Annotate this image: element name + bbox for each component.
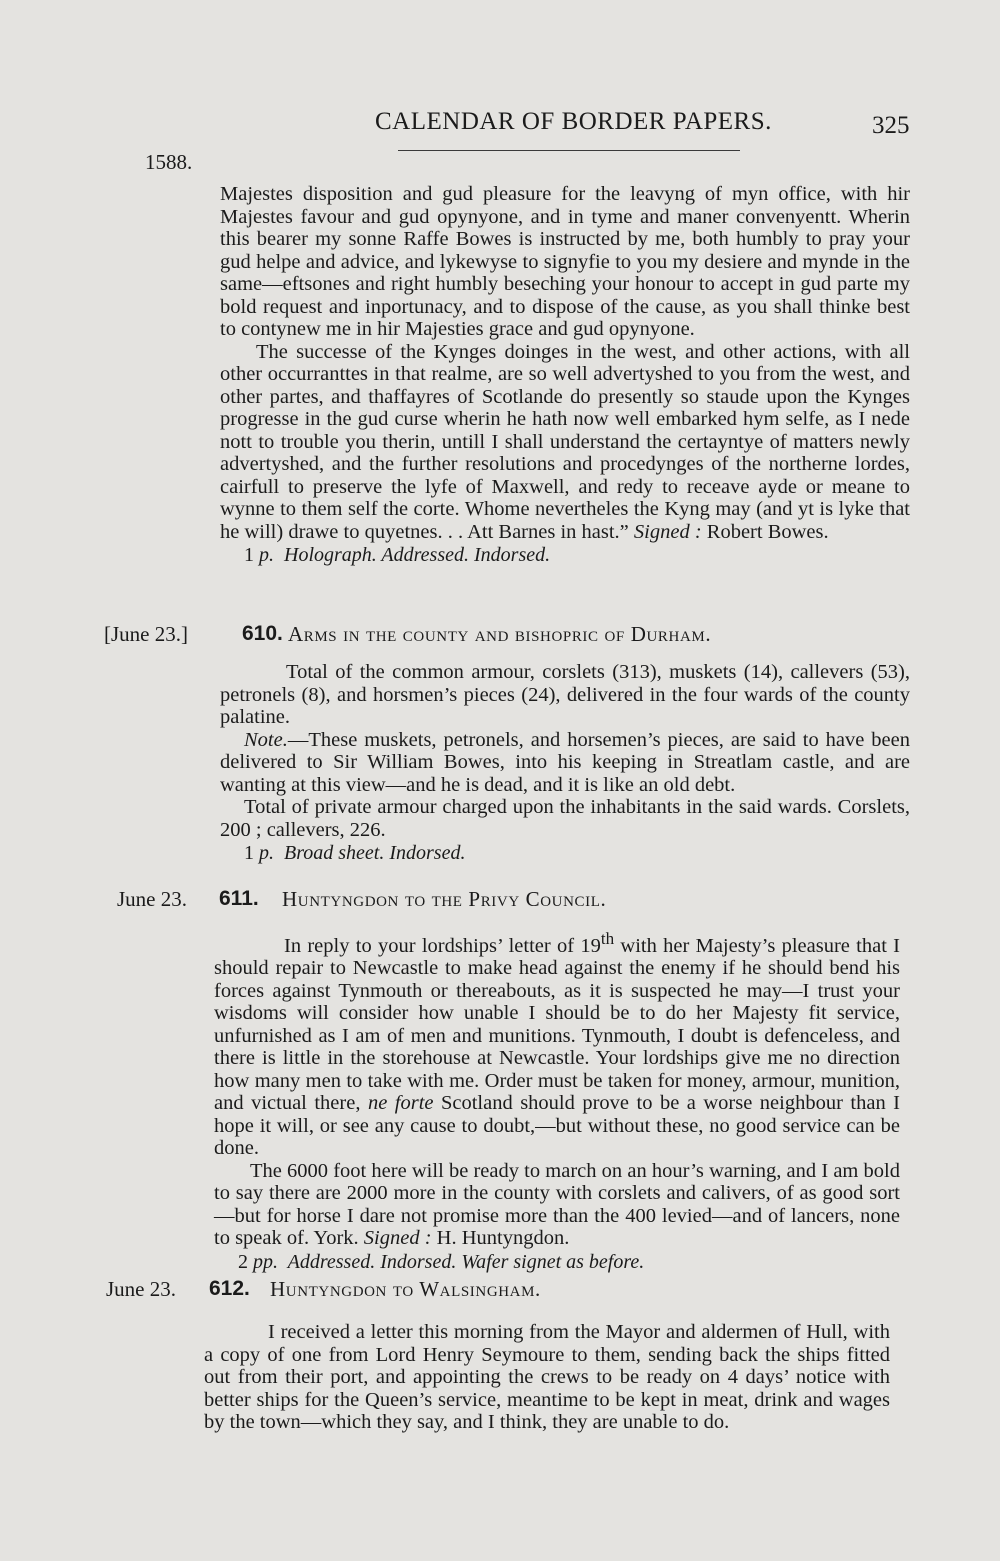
page-header xyxy=(0,108,1000,148)
page-count: 1 xyxy=(244,842,254,864)
paragraph xyxy=(220,729,910,797)
entry-title: Huntyngdon to Walsingham. xyxy=(270,1277,541,1301)
page-unit: pp. xyxy=(253,1250,278,1273)
note-text: —These muskets, petronels, and horsemen’s pieces, are said to have been delivered to Sir William Bowes, into his keeping in Streatlam castle, and are wanting at this view—and he is dead, and it is like an old debt. xyxy=(220,728,910,796)
paragraph: Total of the common armour, corslets (313), muskets (14), callevers (53), petronels (8), and horsmen’s pieces (24), delivered in the four wards of the county palatine. xyxy=(220,661,910,728)
ordinal-suffix: th xyxy=(600,929,615,948)
entry-title: Arms in the county and bishopric of Durham. xyxy=(288,622,712,646)
entry-heading xyxy=(0,887,1000,917)
description-text: Holograph. Addressed. Indorsed. xyxy=(284,544,551,566)
entry-date: [June 23.] xyxy=(104,622,188,646)
paragraph: Majestes disposition and gud pleasure for the leavyng of myn office, with hir Majestes favour and gud opynyone, and in tyme and maner convenyentt. Wherin this bearer my sonne Raffe Bowes is instructed by me, both humbly to pray your gud helpe and advice, and lykewyse to signyfie to you my desiere and mynde in the same—eftsones and right humbly beseching your honour to accept in gud parte my bold request and inportunacy, and to dispose of the cause, as you shall thinke best to contynew me in hir Majesties grace and gud opynyone. xyxy=(220,183,910,340)
entry-number: 612. xyxy=(209,1277,250,1300)
paragraph: I received a letter this morning from the Mayor and aldermen of Hull, with a copy of one from Lord Henry Seymoure to them, sending back the ships fitted out from their port, and appointing the crews to be ready on 4 days’ notice with better ships for the Queen’s service, meantime to be kept in meat, drink and wages by the town—which they say, and I think, they are unable to do. xyxy=(204,1321,890,1433)
paragraph: Total of private armour charged upon the inhabitants in the said wards. Corslets, 200 ; callevers, 226. xyxy=(220,796,910,841)
latin-phrase: ne forte xyxy=(367,1092,434,1115)
entry-number: 611. xyxy=(219,887,259,910)
continued-letter xyxy=(220,183,910,567)
signed-label: Signed : xyxy=(363,1227,432,1250)
entry-number: 610. xyxy=(242,622,283,645)
paragraph xyxy=(214,928,900,1160)
entry-date: June 23. xyxy=(117,887,187,911)
document-description xyxy=(220,543,910,567)
signatory: H. Huntyngdon. xyxy=(436,1227,570,1250)
paragraph-text: The 6000 foot here will be ready to march on an hour’s warning, and I am bold to say there are 2000 more in the county with corslets and calivers, of as good sort—but for horse I dare not promise more than the 400 levied—and of lancers, none to speak of. York. xyxy=(214,1159,900,1250)
paragraph-text: with her Majesty’s pleasure that I should repair to Newcastle to make head against the enemy if he should bend his forces against Tynmouth or thereabouts, as it is suspected he may—I trust your wisdoms will consider how unable I should be to do her Majesty fit service, unfurnished as I am of men and munitions. Tynmouth, I doubt is defenceless, and there is little in the storehouse at Newcastle. Your lordships give me no direction how many men to take with me. Order must be taken for money, armour, munition, and victual there, xyxy=(214,934,901,1115)
description-text: Addressed. Indorsed. Wafer signet as before. xyxy=(287,1250,645,1273)
page-number: 325 xyxy=(872,112,910,139)
margin-year: 1588. xyxy=(145,150,193,174)
entry-heading xyxy=(0,1277,1000,1307)
header-rule xyxy=(398,150,740,151)
paragraph-text: Scotland should prove to be a worse neighbour than I hope it will, or see any cause to doubt,—but without these, no good service can be done. xyxy=(214,1092,901,1160)
document-description xyxy=(214,1250,900,1274)
description-text: Broad sheet. Indorsed. xyxy=(284,842,466,864)
entry-date: June 23. xyxy=(106,1277,176,1301)
paragraph xyxy=(220,341,910,544)
page-unit: p. xyxy=(259,842,274,864)
entry-heading xyxy=(0,622,1000,652)
paragraph-text: The successe of the Kynges doinges in the west, and other actions, with all other occurranttes in that realme, are so well advertyshed to you from the west, and other partes, and thaffayres of Scotlande do presently so staude upon the Kynges progresse in the gud curse wherin he hath now well embarked hym selfe, as I nede nott to trouble you therin, untill I shall understand the certayntye of matters newly advertyshed, and the further resolutions and procedynges of the northerne lordes, cairfull to preserve the lyfe of Maxwell, and redy to receave ayde or meane to wynne to them self the corte. Whome nevertheles the Kyng may (and yt is lyke that he will) drawe to quyetnes. . . Att Barnes in hast.” xyxy=(220,340,910,543)
page-count: 1 xyxy=(244,544,254,566)
entry-body xyxy=(220,661,910,865)
paragraph xyxy=(214,1160,900,1250)
signatory: Robert Bowes. xyxy=(706,520,829,543)
entry-title: Huntyngdon to the Privy Council. xyxy=(282,887,607,911)
paragraph-text: In reply to your lordships’ letter of 19 xyxy=(284,934,601,957)
page-count: 2 xyxy=(238,1250,248,1273)
running-title: CALENDAR OF BORDER PAPERS. xyxy=(375,108,772,135)
entry-body xyxy=(204,1321,890,1434)
document-description xyxy=(220,841,910,865)
entry-body xyxy=(214,928,900,1274)
page-unit: p. xyxy=(259,544,274,566)
signed-label: Signed : xyxy=(633,520,702,543)
note-label: Note. xyxy=(244,728,288,751)
